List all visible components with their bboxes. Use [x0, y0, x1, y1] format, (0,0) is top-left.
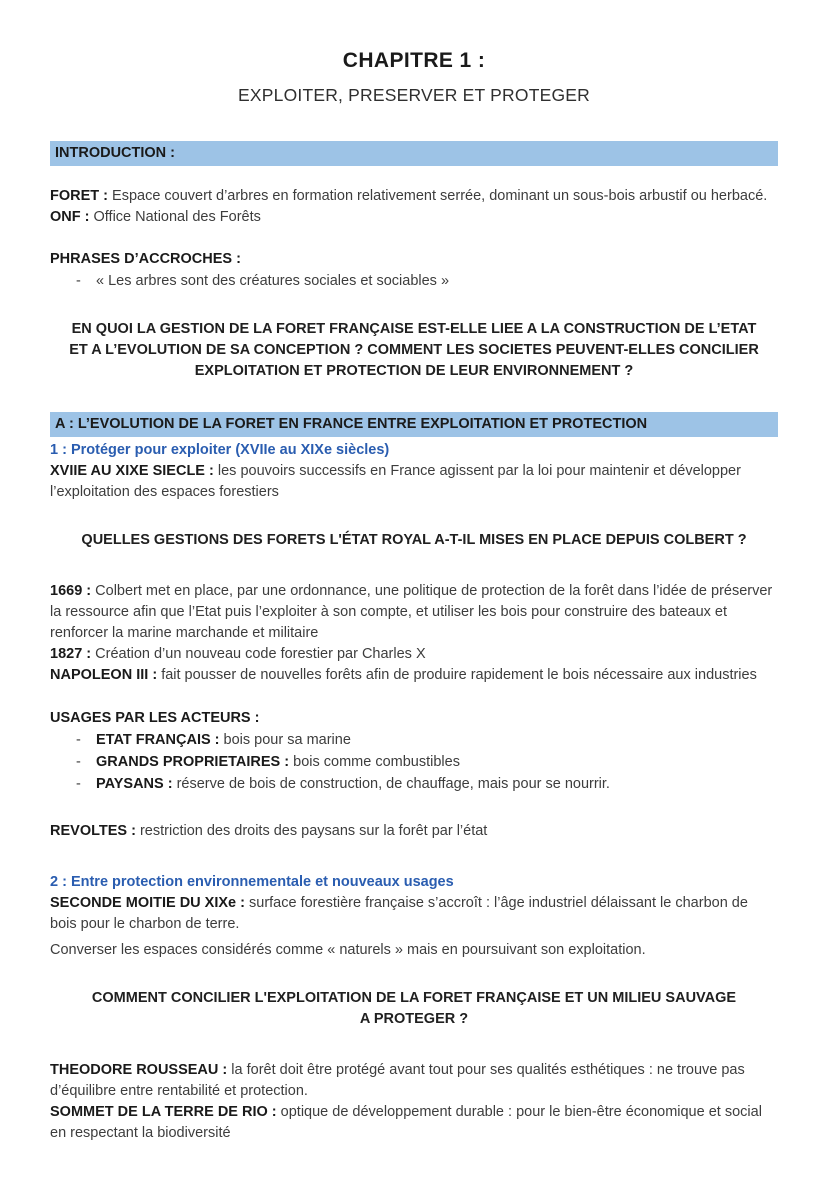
definition-foret: [50, 186, 778, 207]
conclusion-paragraph-rousseau: [50, 1060, 778, 1102]
term-label: PAYSANS :: [96, 776, 173, 793]
accroche-quote: - « Les arbres sont des créatures sociales et sociables »: [96, 272, 450, 289]
usages-list: [50, 730, 778, 795]
definition-onf: [50, 207, 778, 228]
section-a: [50, 412, 778, 1144]
subsection-2-heading: 2 : Entre protection environnementale et nouveaux usages: [50, 874, 454, 891]
question-colbert: QUELLES GESTIONS DES FORETS L'ÉTAT ROYAL A-T-IL MISES EN PLACE DEPUIS COLBERT ?: [81, 532, 747, 548]
term-definition: Office National des Forêts: [93, 208, 261, 225]
period-paragraph: [50, 461, 778, 503]
accroche-bullet-item: [50, 271, 778, 292]
usage-text: [96, 730, 351, 751]
term-label: XVIIE AU XIXE SIECLE :: [50, 462, 214, 479]
usage-text: [96, 774, 610, 795]
usage-text: [96, 752, 460, 773]
term-text: surface forestière française s’accroît : l’âge industriel délaissant le charbon de bois pour le charbon de terre.: [50, 895, 748, 933]
term-text: Création d’un nouveau code forestier par Charles X: [95, 646, 426, 663]
usages-heading: USAGES PAR LES ACTEURS :: [50, 710, 260, 727]
section-introduction: [50, 141, 778, 382]
term-text: restriction des droits des paysans sur la forêt par l’état: [139, 823, 488, 840]
term-text: fait pousser de nouvelles forêts afin de produire rapidement le bois nécessaire aux industries: [161, 667, 757, 684]
event-paragraph-1669: [50, 581, 778, 644]
conclusion-paragraph-rio: [50, 1102, 778, 1144]
term-text: bois comme combustibles: [293, 754, 460, 771]
term-text: bois pour sa marine: [223, 732, 351, 749]
term-label: FORET :: [50, 187, 108, 204]
term-label: ONF :: [50, 208, 90, 225]
page-title: CHAPITRE 1 :: [342, 49, 486, 72]
term-label: REVOLTES :: [50, 823, 136, 840]
term-label: SECONDE MOITIE DU XIXe :: [50, 895, 245, 912]
definitions-block: [50, 186, 778, 228]
introduction-section-heading: INTRODUCTION :: [50, 141, 778, 166]
document-header: [50, 46, 778, 109]
term-text: réserve de bois de construction, de chauffage, mais pour se nourrir.: [176, 776, 610, 793]
question-conciliation: COMMENT CONCILIER L'EXPLOITATION DE LA FORET FRANÇAISE ET UN MILIEU SAUVAGE A PROTEGER ?: [91, 990, 737, 1028]
term-label: ETAT FRANÇAIS :: [96, 732, 220, 749]
term-label: 1669 :: [50, 583, 92, 600]
term-label: 1827 :: [50, 646, 92, 663]
term-label: SOMMET DE LA TERRE DE RIO :: [50, 1104, 277, 1121]
usage-bullet-item: [50, 752, 778, 773]
conclusions-block: [50, 1060, 778, 1144]
term-label: THEODORE ROUSSEAU :: [50, 1062, 228, 1079]
usage-bullet-item: [50, 774, 778, 795]
revoltes-paragraph: [50, 821, 778, 842]
problematique-question: EN QUOI LA GESTION DE LA FORET FRANÇAISE EST-ELLE LIEE A LA CONSTRUCTION DE L’ETAT ET A L’EVOLUTION DE SA CONCEPTION ? COMMENT LES SOCIETES PEUVENT-ELLES CONCILIER EXPLOITATION ET PROTECTION DE LEUR ENVIRONNEMENT ?: [69, 320, 759, 379]
events-block: [50, 581, 778, 686]
accroches-heading: PHRASES D’ACCROCHES :: [50, 250, 241, 267]
note-paragraph: Converser les espaces considérés comme « naturels » mais en poursuivant son exploitation.: [50, 942, 646, 959]
section-a-heading: A : L’EVOLUTION DE LA FORET EN FRANCE ENTRE EXPLOITATION ET PROTECTION: [50, 412, 778, 437]
subsection-1-heading: 1 : Protéger pour exploiter (XVIIe au XIXe siècles): [50, 441, 390, 458]
page-subtitle: EXPLOITER, PRESERVER ET PROTEGER: [238, 85, 590, 106]
usage-bullet-item: [50, 730, 778, 751]
term-text: optique de développement durable : pour le bien-être économique et social en respectant la biodiversité: [50, 1104, 762, 1142]
term-label: GRANDS PROPRIETAIRES :: [96, 754, 290, 771]
event-paragraph-napoleon: [50, 665, 778, 686]
term-label: NAPOLEON III :: [50, 667, 158, 684]
term-text: les pouvoirs successifs en France agissent par la loi pour maintenir et développer l’exploitation des espaces forestiers: [50, 462, 741, 500]
term-definition: Espace couvert d’arbres en formation relativement serrée, dominant un sous-bois arbustif ou herbacé.: [112, 187, 768, 204]
event-paragraph-1827: [50, 644, 778, 665]
term-text: la forêt doit être protégé avant tout pour ses qualités esthétiques : ne trouve pas d’équilibre entre rentabilité et protection.: [50, 1062, 745, 1100]
term-text: Colbert met en place, par une ordonnance, une politique de protection de la forêt dans l’idée de préserver la ressource afin que l’Etat puis l’exploiter à son compte, et utiliser les bois pour construire des bateaux et renforcer la marine marchande et militaire: [50, 583, 773, 642]
seconde-moitie-paragraph: [50, 893, 778, 935]
